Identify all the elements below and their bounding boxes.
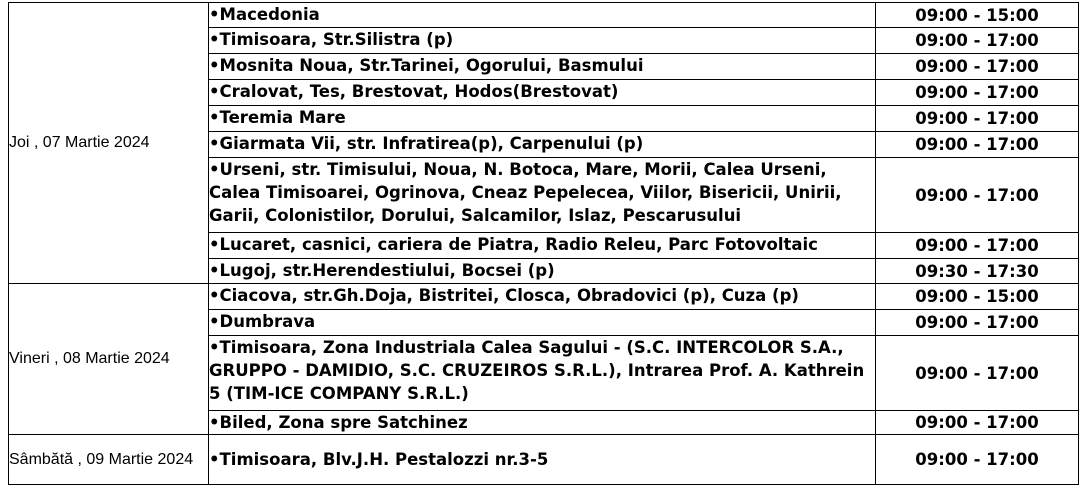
table-row — [9, 284, 1079, 310]
table-row — [9, 3, 1079, 28]
location-cell: •Teremia Mare — [209, 106, 876, 132]
time-cell: 09:00 - 17:00 — [876, 435, 1079, 485]
location-cell: •Lucaret, casnici, cariera de Piatra, Radio Releu, Parc Fotovoltaic — [209, 233, 876, 259]
time-cell: 09:00 - 17:00 — [876, 158, 1079, 233]
time-cell: 09:00 - 17:00 — [876, 336, 1079, 411]
date-cell: Sâmbătă , 09 Martie 2024 — [9, 435, 209, 485]
location-cell: •Cralovat, Tes, Brestovat, Hodos(Brestovat) — [209, 80, 876, 106]
table-row — [9, 435, 1079, 485]
time-cell: 09:00 - 17:00 — [876, 132, 1079, 158]
location-cell: •Lugoj, str.Herendestiului, Bocsei (p) — [209, 259, 876, 284]
time-cell: 09:00 - 17:00 — [876, 80, 1079, 106]
location-text: •Timisoara, Blv.J.H. Pestalozzi nr.3-5 — [209, 450, 549, 469]
schedule-table — [8, 2, 1079, 485]
time-cell: 09:00 - 17:00 — [876, 106, 1079, 132]
location-cell: •Biled, Zona spre Satchinez — [209, 411, 876, 435]
time-cell: 09:00 - 17:00 — [876, 233, 1079, 259]
date-cell: Vineri , 08 Martie 2024 — [9, 284, 209, 435]
location-cell: •Macedonia — [209, 3, 876, 28]
location-cell: •Timisoara, Zona Industriala Calea Sagului - (S.C. INTERCOLOR S.A., GRUPPO - DAMIDIO, S.C. CRUZEIROS S.R.L.), Intrarea Prof. A. Kathrein 5 (TIM-ICE COMPANY S.R.L.) — [209, 336, 876, 411]
location-cell: •Urseni, str. Timisului, Noua, N. Botoca, Mare, Morii, Calea Urseni, Calea Timisoarei, Ogrinova, Cneaz Pepelecea, Viilor, Bisericii, Unirii, Garii, Colonistilor, Dorului, Salcamilor, Islaz, Pescarusului — [209, 158, 876, 233]
date-cell: Joi , 07 Martie 2024 — [9, 3, 209, 284]
location-cell: •Mosnita Noua, Str.Tarinei, Ogorului, Basmului — [209, 54, 876, 80]
time-cell: 09:30 - 17:30 — [876, 259, 1079, 284]
time-cell: 09:00 - 15:00 — [876, 284, 1079, 310]
time-cell: 09:00 - 17:00 — [876, 28, 1079, 54]
time-cell: 09:00 - 17:00 — [876, 54, 1079, 80]
location-cell: •Dumbrava — [209, 310, 876, 336]
time-cell: 09:00 - 17:00 — [876, 411, 1079, 435]
location-cell: •Ciacova, str.Gh.Doja, Bistritei, Closca, Obradovici (p), Cuza (p) — [209, 284, 876, 310]
location-cell: •Timisoara, Str.Silistra (p) — [209, 28, 876, 54]
time-cell: 09:00 - 15:00 — [876, 3, 1079, 28]
location-cell — [209, 435, 876, 485]
location-cell: •Giarmata Vii, str. Infratirea(p), Carpenului (p) — [209, 132, 876, 158]
time-cell: 09:00 - 17:00 — [876, 310, 1079, 336]
